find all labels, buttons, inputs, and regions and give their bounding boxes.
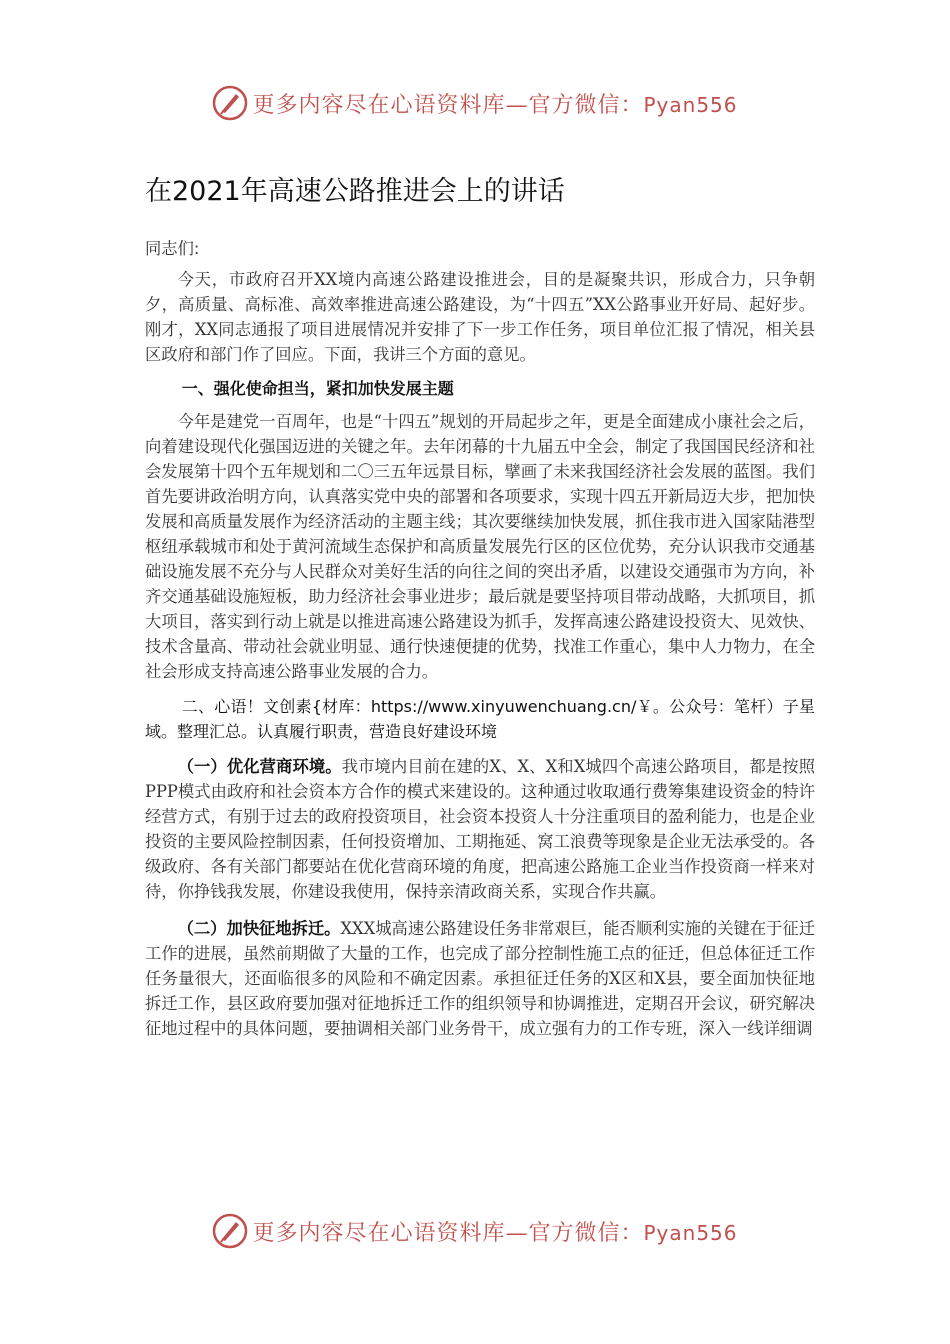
- salutation: 同志们:: [145, 239, 200, 258]
- document-body: [145, 170, 815, 1041]
- subsection-1-label: （一）优化营商环境。: [177, 757, 342, 776]
- section-1-heading: 一、强化使命担当，紧扣加快发展主题: [181, 379, 454, 398]
- document-title: 在2021年高速公路推进会上的讲话: [145, 176, 565, 207]
- subsection-2-paragraph: （二）加快征地拆迁。XXX城高速公路建设任务非常艰巨，能否顺利实施的关键在于征迁工作的进展，虽然前期做了大量的工作，也完成了部分控制性施工点的征迁，但总体征迁工作任务量很大，还面临很多的风险和不确定因素。承担征迁任务的X区和X县，要全面加快征地拆迁工作，县区政府要加强对征地拆迁工作的组织领导和协调推进，定期召开会议，研究解决征地过程中的具体问题，要抽调相关部门业务骨干，成立强有力的工作专班，深入一线详细调: [145, 919, 815, 1038]
- watermark-text: 更多内容尽在心语资料库—官方微信：Pyan556: [252, 92, 738, 118]
- watermark-banner-top: [0, 78, 950, 128]
- section-2-heading: 二、心语！文创素{材库：https://www.xinyuwenchuang.cn/￥。公众号：笔杆）子星域。整理汇总。认真履行职责，营造良好建设环境: [145, 697, 815, 741]
- watermark-text: 更多内容尽在心语资料库—官方微信：Pyan556: [252, 1220, 738, 1246]
- subsection-1-paragraph: （一）优化营商环境。我市境内目前在建的X、X、X和X城四个高速公路项目，都是按照PPP模式由政府和社会资本方合作的模式来建设的。这种通过收取通行费筹集建设资金的特许经营方式，有别于过去的政府投资项目，社会资本投资人十分注重项目的盈利能力，也是企业投资的主要风险控制因素，任何投资增加、工期拖延、窝工浪费等现象是企业无法承受的。各级政府、各有关部门都要站在优化营商环境的角度，把高速公路施工企业当作投资商一样来对待，你挣钱我发展，你建设我使用，保持亲清政商关系，实现合作共赢。: [145, 757, 815, 901]
- quill-logo-icon: [212, 85, 248, 121]
- watermark-banner-bottom: [0, 1206, 950, 1256]
- subsection-2-label: （二）加快征地拆迁。: [177, 919, 341, 938]
- intro-paragraph: 今天，市政府召开XX境内高速公路建设推进会，目的是凝聚共识，形成合力，只争朝夕，高质量、高标准、高效率推进高速公路建设，为“十四五”XX公路事业开好局、起好步。刚才，XX同志通报了项目进展情况并安排了下一步工作任务，项目单位汇报了情况，相关县区政府和部门作了回应。下面，我讲三个方面的意见。: [145, 270, 815, 364]
- section-1-paragraph: 今年是建党一百周年，也是“十四五”规划的开局起步之年，更是全面建成小康社会之后，向着建设现代化强国迈进的关键之年。去年闭幕的十九届五中全会，制定了我国国民经济和社会发展第十四个五年规划和二〇三五年远景目标，擘画了未来我国经济社会发展的蓝图。我们首先要讲政治明方向，认真落实党中央的部署和各项要求，实现十四五开新局迈大步，把加快发展和高质量发展作为经济活动的主题主线；其次要继续加快发展，抓住我市进入国家陆港型枢纽承载城市和处于黄河流域生态保护和高质量发展先行区的区位优势，充分认识我市交通基础设施发展不充分与人民群众对美好生活的向往之间的突出矛盾，以建设交通强市为方向，补齐交通基础设施短板，助力经济社会事业进步；最后就是要坚持项目带动战略，大抓项目，抓大项目，落实到行动上就是以推进高速公路建设为抓手，发挥高速公路建设投资大、见效快、技术含量高、带动社会就业明显、通行快速便捷的优势，找准工作重心，集中人力物力，在全社会形成支持高速公路事业发展的合力。: [145, 412, 815, 681]
- quill-logo-icon: [212, 1213, 248, 1249]
